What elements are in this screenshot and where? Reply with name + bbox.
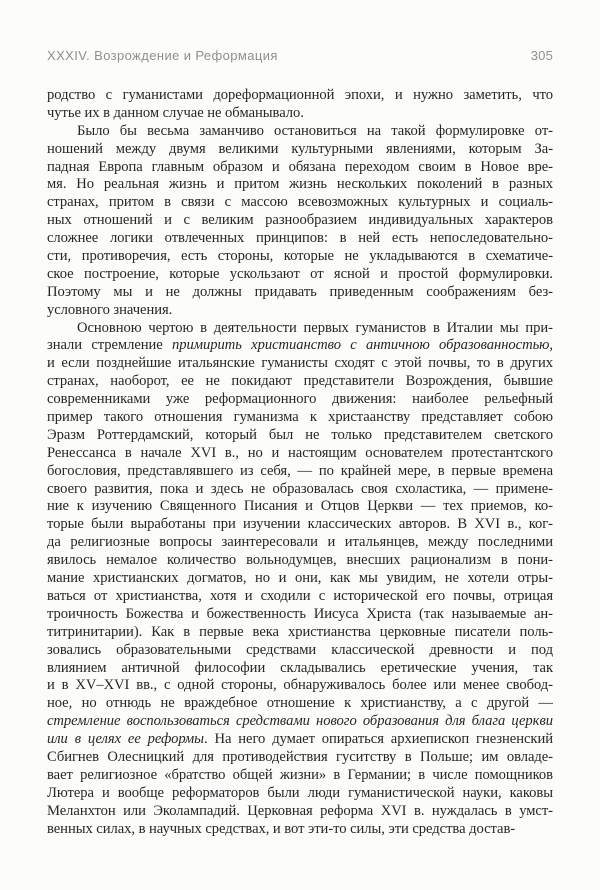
text-segment: вает религиозное «братство общей жизни» в Германии; в числе помощников xyxy=(47,766,553,783)
text-segment: сложнее логики отвлеченных принципов: в ней есть непоследовательно- xyxy=(47,230,553,247)
italic-text-segment: или в целях ее реформы xyxy=(47,731,204,748)
text-line xyxy=(47,821,553,839)
text-line xyxy=(47,194,553,212)
text-segment: венных силах, в научных средствах, и вот эти-то силы, эти средства достав- xyxy=(47,820,516,837)
text-line xyxy=(47,284,553,302)
text-line xyxy=(47,123,553,141)
text-segment: мя. Но реальная жизнь и притом жизнь нескольких поколений в разных xyxy=(47,176,553,193)
text-line xyxy=(47,159,553,177)
text-line xyxy=(47,498,553,516)
text-segment: , xyxy=(549,337,553,354)
text-line xyxy=(47,803,553,821)
text-segment: условного значения. xyxy=(47,301,173,318)
text-line xyxy=(47,105,553,123)
text-line xyxy=(47,212,553,230)
text-segment: и в XV–XVI вв., с одной стороны, обнаруживалось более или менее свобод- xyxy=(47,677,553,694)
text-line xyxy=(47,302,553,320)
text-segment: Лютера и вообще реформаторов были люди гуманистической науки, каковы xyxy=(47,784,553,801)
text-segment: сти, противоречия, есть стороны, которые не укладываются в схематиче- xyxy=(47,248,553,265)
text-segment: Сбигнев Олесницкий для противодействия гуситству в Польше; им овладе- xyxy=(47,748,553,765)
text-segment: странах, притом в связи с массою всевозможных культурных и социаль- xyxy=(47,194,553,211)
text-line xyxy=(47,391,553,409)
text-line xyxy=(47,463,553,481)
text-segment: Было бы весьма заманчиво остановиться на такой формулировке от- xyxy=(77,122,553,139)
text-segment: ние к изучению Священного Писания и Отцов Церкви — тех приемов, ко- xyxy=(47,498,553,515)
text-line xyxy=(47,87,553,105)
text-line xyxy=(47,141,553,159)
text-segment: торые были выработаны при изучении классических авторов. В XVI в., ког- xyxy=(47,516,553,533)
text-segment: влиянием античной философии складывались еретические учения, так xyxy=(47,659,553,676)
text-line xyxy=(47,248,553,266)
text-line xyxy=(47,534,553,552)
text-line xyxy=(47,445,553,463)
text-line xyxy=(47,749,553,767)
text-line xyxy=(47,713,553,731)
text-line xyxy=(47,481,553,499)
italic-text-segment: примирить христианство с античною образованностью xyxy=(172,337,550,354)
italic-text-segment: стремление воспользоваться средствами нового образования для блага церкви xyxy=(47,713,553,730)
text-segment: ское построение, которые ускользают от ясной и простой формулировки. xyxy=(47,265,553,282)
text-line xyxy=(47,320,553,338)
chapter-title: XXXIV. Возрождение и Реформация xyxy=(47,48,278,63)
page-body xyxy=(47,87,553,838)
text-segment: титринитарии). Как в первые века христианства церковные писатели поль- xyxy=(47,623,553,640)
text-segment: троичность Божества и божественность Иисуса Христа (так называемые ан- xyxy=(47,605,553,622)
text-line xyxy=(47,767,553,785)
text-segment: богословия, представлявшего из себя, — по крайней мере, в первые времена xyxy=(47,462,553,479)
text-segment: своего развития, пока и здесь не образовалась своя схоластика, — примене- xyxy=(47,480,553,497)
text-line xyxy=(47,660,553,678)
page-number: 305 xyxy=(530,48,553,63)
text-segment: падная Европа главным образом и обязана переходом своим в Новое вре- xyxy=(47,158,553,175)
running-header xyxy=(47,48,553,63)
text-line xyxy=(47,337,553,355)
text-segment: ношений между двумя великими культурными явлениями, которым За- xyxy=(47,140,553,157)
text-line xyxy=(47,642,553,660)
text-segment: странах, наоборот, ее не покидают представители Возрождения, бывшие xyxy=(47,373,553,390)
text-line xyxy=(47,176,553,194)
text-line xyxy=(47,427,553,445)
text-segment: Эразм Роттердамский, который был не только представителем светского xyxy=(47,426,553,443)
text-segment: современниками уже реформационного движения: наиболее рельефный xyxy=(47,391,553,408)
text-segment: родство с гуманистами дореформационной эпохи, и нужно заметить, что xyxy=(47,87,553,103)
text-segment: ваться от христианства, хотя и сходили с исторической его почвы, отрицая xyxy=(47,587,553,604)
text-segment: и если позднейшие итальянские гуманисты сходят с этой почвы, то в других xyxy=(47,355,553,372)
text-segment: ных отношений и с великим разнообразием индивидуальных характеров xyxy=(47,212,553,229)
text-segment: Меланхтон или Эколампадий. Церковная реформа XVI в. нуждалась в умст- xyxy=(47,802,553,819)
text-segment: Основною чертою в деятельности первых гуманистов в Италии мы при- xyxy=(77,319,553,336)
text-line xyxy=(47,695,553,713)
text-line xyxy=(47,552,553,570)
text-line xyxy=(47,409,553,427)
text-segment: Поэтому мы и не должны придавать приведенным соображениям без- xyxy=(47,283,553,300)
text-line xyxy=(47,731,553,749)
text-line xyxy=(47,516,553,534)
text-segment: знали стремление xyxy=(47,337,173,354)
text-segment: . На него думает опираться архиепископ гнезненский xyxy=(203,731,553,748)
text-line xyxy=(47,606,553,624)
text-segment: мание христианских догматов, но и они, как мы увидим, не хотели отры- xyxy=(47,570,553,587)
text-segment: явилось немалое количество вольнодумцев, внесших рационализм в пони- xyxy=(47,552,553,569)
text-segment: зовались образовательными средствами классической древности и под xyxy=(47,641,553,658)
text-line xyxy=(47,266,553,284)
text-segment: пример такого отношения гуманизма к христаанству представляет собою xyxy=(47,409,553,426)
text-line xyxy=(47,373,553,391)
text-line xyxy=(47,570,553,588)
text-segment: ное, но отнюдь не враждебное отношение к христианству, а с другой — xyxy=(47,695,553,712)
text-segment: Ренессанса в начале XVI в., но и настоящим основателем протестантского xyxy=(47,444,553,461)
text-segment: чутье их в данном случае не обманывало. xyxy=(47,104,304,121)
text-line xyxy=(47,785,553,803)
text-line xyxy=(47,677,553,695)
text-line xyxy=(47,588,553,606)
text-line xyxy=(47,624,553,642)
text-line xyxy=(47,230,553,248)
text-segment: да религиозные вопросы заинтересовали и итальянцев, между последними xyxy=(47,534,553,551)
text-line xyxy=(47,355,553,373)
